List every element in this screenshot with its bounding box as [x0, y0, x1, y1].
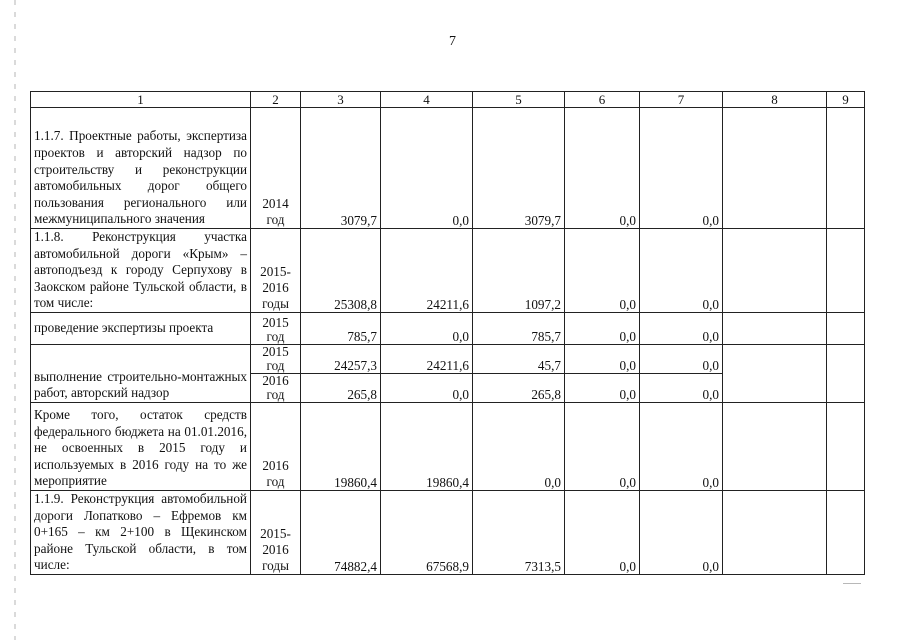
cell-col8 — [723, 345, 827, 403]
cell-col5: 1097,2 — [473, 229, 565, 313]
table-row — [31, 403, 865, 491]
cell-col3: 19860,4 — [301, 403, 381, 491]
cell-col5: 265,8 — [473, 374, 565, 403]
cell-col3: 25308,8 — [301, 229, 381, 313]
row-period: 2014 год — [251, 108, 301, 229]
cell-col4: 0,0 — [381, 313, 473, 345]
column-header: 7 — [640, 92, 723, 108]
cell-col5: 0,0 — [473, 403, 565, 491]
cell-col6: 0,0 — [565, 491, 640, 575]
cell-col9 — [827, 108, 865, 229]
cell-col9 — [827, 229, 865, 313]
cell-col4: 24211,6 — [381, 345, 473, 374]
cell-col3: 3079,7 — [301, 108, 381, 229]
cell-col8 — [723, 491, 827, 575]
cell-col8 — [723, 313, 827, 345]
column-header: 9 — [827, 92, 865, 108]
row-name: 1.1.7. Проектные работы, экспертиза проектов и авторский надзор по строительству и реконструкции автомобильных дорог общего пользования регионального или межмуниципального значения — [31, 108, 251, 229]
cell-col5: 3079,7 — [473, 108, 565, 229]
table-row — [31, 229, 865, 313]
cell-col7: 0,0 — [640, 403, 723, 491]
cell-col6: 0,0 — [565, 108, 640, 229]
column-header: 2 — [251, 92, 301, 108]
cell-col7: 0,0 — [640, 313, 723, 345]
cell-col8 — [723, 403, 827, 491]
cell-col5: 7313,5 — [473, 491, 565, 575]
table-row — [31, 345, 865, 374]
cell-col7: 0,0 — [640, 491, 723, 575]
column-header: 1 — [31, 92, 251, 108]
cell-col4: 0,0 — [381, 108, 473, 229]
cell-col7: 0,0 — [640, 108, 723, 229]
row-name: 1.1.9. Реконструкция автомобильной дороги Лопатково – Ефремов км 0+165 – км 2+100 в Щекинском районе Тульской области, в том числе: — [31, 491, 251, 575]
cell-col7: 0,0 — [640, 345, 723, 374]
cell-col9 — [827, 313, 865, 345]
cell-col7: 0,0 — [640, 374, 723, 403]
row-name: 1.1.8. Реконструкция участка автомобильной дороги «Крым» – автоподъезд к городу Серпухову в Заокском районе Тульской области, в том числе: — [31, 229, 251, 313]
scan-margin-marks — [14, 0, 16, 640]
cell-col4: 24211,6 — [381, 229, 473, 313]
row-name: Кроме того, остаток средств федерального бюджета на 01.01.2016, не освоенных в 2015 году и используемых в 2016 году на то же мероприятие — [31, 403, 251, 491]
row-period: 2015 год — [251, 313, 301, 345]
cell-col5: 45,7 — [473, 345, 565, 374]
cell-col6: 0,0 — [565, 345, 640, 374]
column-header: 3 — [301, 92, 381, 108]
column-header: 8 — [723, 92, 827, 108]
cell-col9 — [827, 345, 865, 403]
cell-col9 — [827, 403, 865, 491]
cell-col7: 0,0 — [640, 229, 723, 313]
table-header-row — [31, 92, 865, 108]
row-name: проведение экспертизы проекта — [31, 313, 251, 345]
row-period: 2016 год — [251, 374, 301, 403]
scan-mark — [843, 583, 861, 584]
cell-col4: 0,0 — [381, 374, 473, 403]
cell-col9 — [827, 491, 865, 575]
cell-col6: 0,0 — [565, 403, 640, 491]
cell-col3: 785,7 — [301, 313, 381, 345]
row-period: 2016 год — [251, 403, 301, 491]
cell-col8 — [723, 108, 827, 229]
cell-col6: 0,0 — [565, 313, 640, 345]
cell-col3: 24257,3 — [301, 345, 381, 374]
cell-col3: 74882,4 — [301, 491, 381, 575]
column-header: 5 — [473, 92, 565, 108]
cell-col3: 265,8 — [301, 374, 381, 403]
cell-col6: 0,0 — [565, 374, 640, 403]
row-period: 2015-2016 годы — [251, 491, 301, 575]
row-name: выполнение строительно-монтажных работ, авторский надзор — [31, 345, 251, 403]
cell-col4: 67568,9 — [381, 491, 473, 575]
table-row — [31, 108, 865, 229]
cell-col5: 785,7 — [473, 313, 565, 345]
table-row — [31, 491, 865, 575]
table-row — [31, 313, 865, 345]
row-period: 2015 год — [251, 345, 301, 374]
cell-col8 — [723, 229, 827, 313]
budget-table — [30, 91, 865, 575]
column-header: 4 — [381, 92, 473, 108]
column-header: 6 — [565, 92, 640, 108]
cell-col4: 19860,4 — [381, 403, 473, 491]
cell-col6: 0,0 — [565, 229, 640, 313]
row-period: 2015-2016 годы — [251, 229, 301, 313]
page-number: 7 — [449, 34, 456, 49]
